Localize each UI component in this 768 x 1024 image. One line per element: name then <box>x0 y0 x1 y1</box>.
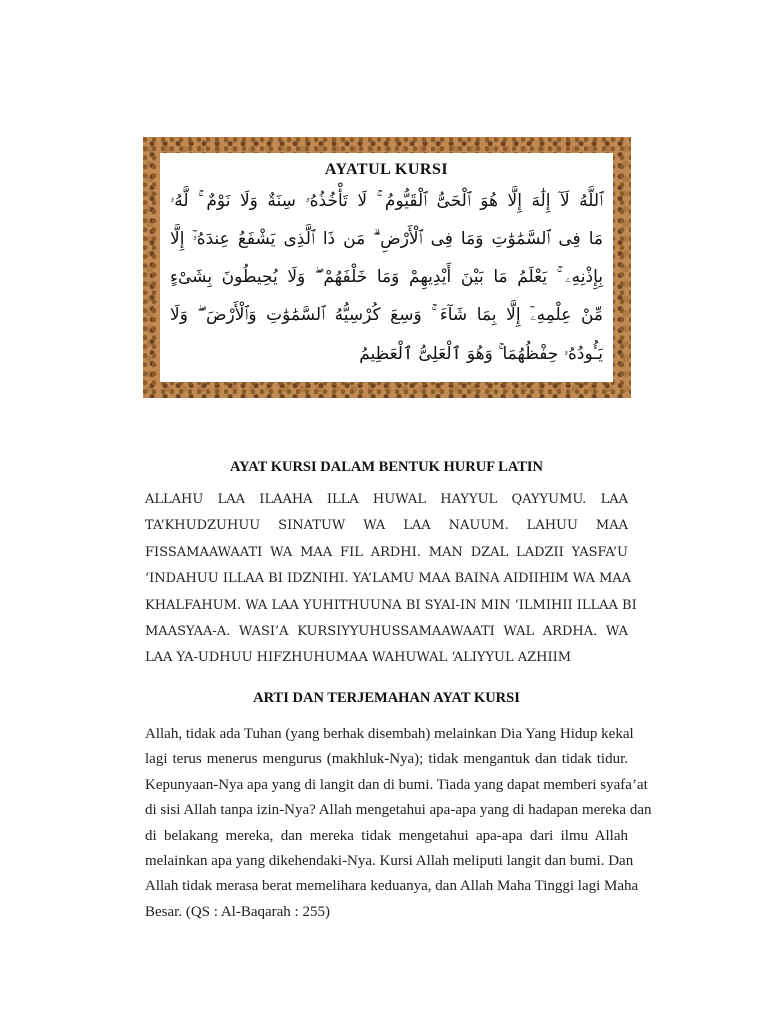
latin-paragraph <box>145 487 637 672</box>
arabic-line: بِإِذْنِهِۦ ۚ يَعْلَمُ مَا بَيْنَ أَيْدِيهِمْ وَمَا خَلْفَهُمْ ۖ وَلَا يُحِيطُونَ بِشَىْءٍ <box>170 267 603 287</box>
text-line: KHALFAHUM. WA LAA YUHITHUUNA BI SYAI-IN MIN ‘ILMIHII ILLAA BI <box>145 597 637 613</box>
text-line: melainkan apa yang dikehendaki-Nya. Kursi Allah meliputi langit dan bumi. Dan <box>145 852 634 869</box>
text-line: di sisi Allah tanpa izin-Nya? Allah mengetahui apa-apa yang di hadapan mereka dan <box>145 802 652 819</box>
text-line: ALLAHU LAA ILAAHA ILLA HUWAL HAYYUL QAYYUMU. LAA <box>145 492 628 507</box>
text-line: Allah tidak merasa berat memelihara keduanya, dan Allah Maha Tinggi lagi Maha <box>145 878 639 895</box>
image-card <box>160 153 613 382</box>
ayatul-kursi-image <box>143 137 631 398</box>
arabic-line: ٱللَّهُ لَآ إِلَٰهَ إِلَّا هُوَ ٱلْحَىُّ ٱلْقَيُّومُ ۚ لَا تَأْخُذُهُۥ سِنَةٌ وَلَا نَوْمٌ ۚ لَّهُۥ <box>170 191 603 211</box>
latin-heading: AYAT KURSI DALAM BENTUK HURUF LATIN <box>229 459 543 475</box>
text-line: LAA YA-UDHUU HIFZHUHUMAA WAHUWAL ‘ALIYYUL AZHIIM <box>145 650 572 666</box>
text-line: FISSAMAAWAATI WA MAA FIL ARDHI. MAN DZAL LADZII YASFA’U <box>145 544 628 560</box>
text-line: di belakang mereka, dan mereka tidak mengetahui apa-apa dari ilmu Allah <box>145 827 628 844</box>
arabic-line: مَا فِى ٱلسَّمَٰوَٰتِ وَمَا فِى ٱلْأَرْضِ ۗ مَن ذَا ٱلَّذِى يَشْفَعُ عِندَهُۥٓ إِلَّا <box>170 229 603 249</box>
translation-paragraph <box>145 722 652 925</box>
text-line: Besar. (QS : Al-Baqarah : 255) <box>145 903 330 920</box>
text-line: lagi terus menerus mengurus (makhluk-Nya); tidak mengantuk dan tidak tidur. <box>145 751 628 768</box>
text-line: ‘INDAHUU ILLAA BI IDZNIHI. YA’LAMU MAA BAINA AIDIIHIM WA MAA <box>145 571 632 587</box>
image-title: AYATUL KURSI <box>324 161 449 178</box>
text-line: TA’KHUDZUHUU SINATUW WA LAA NAUUM. LAHUU MAA <box>145 518 628 534</box>
text-line: Kepunyaan-Nya apa yang di langit dan di bumi. Tiada yang dapat memberi syafa’at <box>145 776 648 793</box>
arabic-line: مِّنْ عِلْمِهِۦٓ إِلَّا بِمَا شَآءَ ۚ وَسِعَ كُرْسِيُّهُ ٱلسَّمَٰوَٰتِ وَٱلْأَرْضَ ۖ وَلَا <box>170 305 603 325</box>
translation-heading: ARTI DAN TERJEMAHAN AYAT KURSI <box>253 690 520 706</box>
arabic-line: يَـُٔودُهُۥ حِفْظُهُمَا ۚ وَهُوَ ٱلْعَلِىُّ ٱلْعَظِيمُ <box>359 344 603 364</box>
text-line: MAASYAA-A. WASI’A KURSIYYUHUSSAMAAWAATI WAL ARDHA. WA <box>145 623 628 639</box>
text-line: Allah, tidak ada Tuhan (yang berhak disembah) melainkan Dia Yang Hidup kekal <box>145 726 634 742</box>
